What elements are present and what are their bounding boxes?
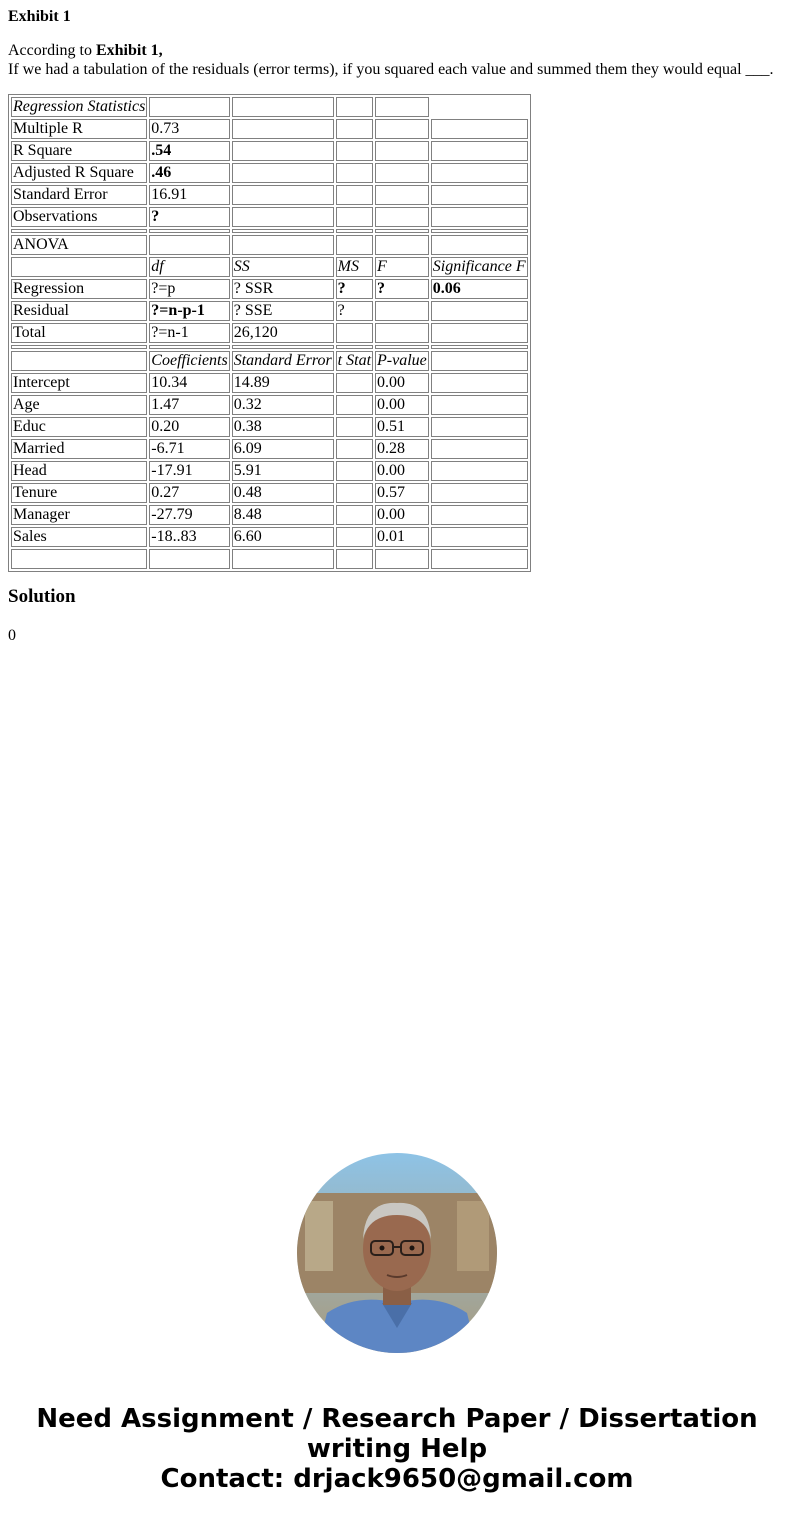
table-cell xyxy=(375,323,429,343)
column-header: P-value xyxy=(377,352,427,369)
table-row xyxy=(11,207,528,227)
stat-label: Observations xyxy=(11,207,147,227)
regression-stats-header-row xyxy=(11,97,528,117)
column-header: Standard Error xyxy=(233,352,332,369)
column-header: Coefficients xyxy=(151,352,228,369)
table-row xyxy=(11,395,528,415)
solution-text: 0 xyxy=(8,627,16,644)
table-cell: 0.38 xyxy=(232,417,334,437)
table-cell: 6.60 xyxy=(232,527,334,547)
table-cell xyxy=(232,345,334,349)
table-cell xyxy=(431,141,528,161)
table-cell xyxy=(431,345,528,349)
table-cell xyxy=(11,549,147,569)
table-cell xyxy=(431,351,528,371)
column-header: t Stat xyxy=(337,352,372,369)
table-cell xyxy=(336,483,373,503)
table-cell xyxy=(375,207,429,227)
table-cell xyxy=(375,119,429,139)
table-cell xyxy=(431,439,528,459)
table-cell xyxy=(375,549,429,569)
table-cell xyxy=(336,345,373,349)
table-cell xyxy=(336,235,373,255)
table-cell xyxy=(232,207,334,227)
table-row xyxy=(11,141,528,161)
question-text: If we had a tabulation of the residuals (error terms), if you squared each value and summed them they would equal ___. xyxy=(8,61,774,78)
table-cell: 0.57 xyxy=(375,483,429,503)
table-cell xyxy=(336,163,373,183)
table-cell xyxy=(336,527,373,547)
table-separator xyxy=(11,229,528,233)
table-cell xyxy=(11,229,147,233)
table-cell xyxy=(431,483,528,503)
table-cell xyxy=(431,229,528,233)
table-cell: 0.27 xyxy=(149,483,229,503)
solution-heading: Solution xyxy=(8,586,76,607)
question-intro xyxy=(8,42,163,60)
table-cell: -6.71 xyxy=(149,439,229,459)
table-cell: ? xyxy=(336,279,373,299)
anova-title-row xyxy=(11,235,528,255)
table-cell xyxy=(431,373,528,393)
table-cell xyxy=(336,185,373,205)
table-cell: 0.01 xyxy=(375,527,429,547)
variable-label: Intercept xyxy=(11,373,147,393)
table-cell xyxy=(336,323,373,343)
table-row xyxy=(11,279,528,299)
table-cell: -17.91 xyxy=(149,461,229,481)
table-cell: ?=p xyxy=(149,279,229,299)
table-row xyxy=(11,119,528,139)
table-cell: 14.89 xyxy=(232,373,334,393)
table-cell xyxy=(336,207,373,227)
table-cell: ? xyxy=(375,279,429,299)
table-cell xyxy=(232,97,334,117)
column-header: Significance F xyxy=(432,258,526,275)
table-cell xyxy=(336,549,373,569)
table-cell xyxy=(232,229,334,233)
table-cell xyxy=(149,229,229,233)
question-prefix: According to xyxy=(8,42,96,59)
table-row xyxy=(11,373,528,393)
table-cell: 8.48 xyxy=(232,505,334,525)
contact-line: Contact: drjack9650@gmail.com xyxy=(160,1464,634,1494)
table-cell xyxy=(336,229,373,233)
table-cell xyxy=(149,345,229,349)
table-cell xyxy=(431,461,528,481)
table-cell xyxy=(431,163,528,183)
table-cell xyxy=(431,119,528,139)
table-separator xyxy=(11,345,528,349)
table-cell: 0.00 xyxy=(375,373,429,393)
table-cell xyxy=(431,301,528,321)
stat-label: R Square xyxy=(11,141,147,161)
table-cell xyxy=(336,395,373,415)
table-cell xyxy=(375,185,429,205)
table-cell: 0.00 xyxy=(375,395,429,415)
table-cell xyxy=(149,235,229,255)
table-cell xyxy=(336,417,373,437)
table-cell: 10.34 xyxy=(149,373,229,393)
regression-output-table xyxy=(8,94,531,572)
table-cell: ? SSE xyxy=(232,301,334,321)
table-row xyxy=(11,527,528,547)
table-cell xyxy=(232,141,334,161)
table-row xyxy=(11,439,528,459)
table-cell xyxy=(431,417,528,437)
regression-stats-header: Regression Statistics xyxy=(13,98,146,115)
table-cell xyxy=(232,119,334,139)
table-row xyxy=(11,323,528,343)
table-row xyxy=(11,301,528,321)
table-cell: 0.32 xyxy=(232,395,334,415)
anova-title: ANOVA xyxy=(11,235,147,255)
variable-label: Educ xyxy=(11,417,147,437)
table-cell xyxy=(431,505,528,525)
table-cell xyxy=(431,185,528,205)
table-row xyxy=(11,505,528,525)
anova-label: Regression xyxy=(11,279,147,299)
table-cell: 5.91 xyxy=(232,461,334,481)
table-cell xyxy=(336,505,373,525)
table-cell: ? SSR xyxy=(232,279,334,299)
table-cell: ?=n-1 xyxy=(149,323,229,343)
exhibit-title: Exhibit 1 xyxy=(8,8,71,25)
table-row xyxy=(11,461,528,481)
table-cell: ?=n-p-1 xyxy=(149,301,229,321)
variable-label: Age xyxy=(11,395,147,415)
table-cell xyxy=(336,461,373,481)
table-cell xyxy=(11,257,147,277)
stat-label: Standard Error xyxy=(11,185,147,205)
variable-label: Sales xyxy=(11,527,147,547)
table-cell xyxy=(336,141,373,161)
table-row xyxy=(11,417,528,437)
column-header: SS xyxy=(232,257,334,277)
table-cell xyxy=(431,549,528,569)
table-cell xyxy=(336,439,373,459)
table-cell: 0.20 xyxy=(149,417,229,437)
table-cell xyxy=(431,207,528,227)
promo-footer xyxy=(0,1404,794,1494)
table-cell: 1.47 xyxy=(149,395,229,415)
table-cell: 0.28 xyxy=(375,439,429,459)
table-cell: 0.48 xyxy=(232,483,334,503)
table-row xyxy=(11,549,528,569)
table-cell xyxy=(336,373,373,393)
table-cell xyxy=(232,185,334,205)
stat-label: Multiple R xyxy=(11,119,147,139)
avatar xyxy=(297,1153,497,1353)
stat-value: ? xyxy=(149,207,229,227)
table-row xyxy=(11,185,528,205)
column-header: MS xyxy=(336,257,373,277)
table-cell xyxy=(375,163,429,183)
column-header: F xyxy=(375,257,429,277)
table-row xyxy=(11,483,528,503)
question-ref: Exhibit 1, xyxy=(95,42,163,59)
table-cell: -27.79 xyxy=(149,505,229,525)
table-cell xyxy=(336,119,373,139)
table-cell: 26,120 xyxy=(232,323,334,343)
anova-header-row xyxy=(11,257,528,277)
table-cell xyxy=(431,395,528,415)
column-header: df xyxy=(149,257,229,277)
coefficients-header-row xyxy=(11,351,528,371)
table-cell xyxy=(375,229,429,233)
table-cell: ? xyxy=(336,301,373,321)
table-cell xyxy=(232,549,334,569)
variable-label: Tenure xyxy=(11,483,147,503)
table-cell xyxy=(336,97,373,117)
table-cell xyxy=(149,97,229,117)
table-cell: 0.06 xyxy=(431,279,528,299)
table-cell xyxy=(431,527,528,547)
variable-label: Head xyxy=(11,461,147,481)
anova-label: Total xyxy=(11,323,147,343)
table-cell: 0.00 xyxy=(375,461,429,481)
table-cell xyxy=(232,235,334,255)
table-cell xyxy=(375,97,429,117)
table-cell xyxy=(375,301,429,321)
table-cell: -18..83 xyxy=(149,527,229,547)
table-cell xyxy=(375,345,429,349)
table-cell: 0.00 xyxy=(375,505,429,525)
table-cell: 6.09 xyxy=(232,439,334,459)
table-cell xyxy=(11,351,147,371)
variable-label: Married xyxy=(11,439,147,459)
stat-value: .54 xyxy=(149,141,229,161)
table-cell xyxy=(431,97,528,117)
table-cell xyxy=(431,235,528,255)
table-cell xyxy=(149,549,229,569)
table-cell xyxy=(375,235,429,255)
table-row xyxy=(11,163,528,183)
table-cell xyxy=(232,163,334,183)
stat-label: Adjusted R Square xyxy=(11,163,147,183)
variable-label: Manager xyxy=(11,505,147,525)
stat-value: 16.91 xyxy=(149,185,229,205)
promo-line: writing Help xyxy=(306,1434,488,1464)
table-cell xyxy=(431,323,528,343)
stat-value: 0.73 xyxy=(149,119,229,139)
table-cell xyxy=(11,345,147,349)
author-photo xyxy=(297,1153,497,1353)
table-cell xyxy=(375,141,429,161)
promo-line: Need Assignment / Research Paper / Dissertation xyxy=(36,1404,758,1434)
table-cell: 0.51 xyxy=(375,417,429,437)
stat-value: .46 xyxy=(149,163,229,183)
anova-label: Residual xyxy=(11,301,147,321)
